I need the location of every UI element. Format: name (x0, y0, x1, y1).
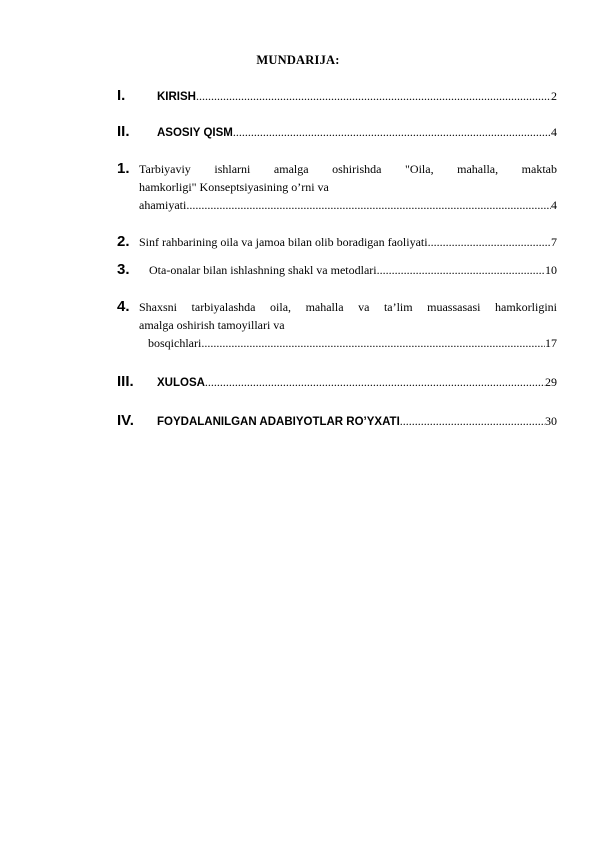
toc-number: 2. (117, 233, 130, 250)
toc-page-number: 2 (551, 89, 557, 103)
toc-entry-ota-onalar[interactable] (117, 262, 557, 278)
toc-label-line-1: Tarbiyaviy ishlarni amalga oshirishda "Oila, mahalla, maktab (139, 162, 557, 176)
toc-number: II. (117, 123, 130, 140)
dot-leader (201, 334, 545, 352)
dot-leader (196, 88, 551, 104)
dot-leader (377, 262, 545, 278)
toc-page-number: 4 (551, 198, 557, 212)
toc-page-number: 4 (551, 125, 557, 139)
toc-page-number: 7 (551, 235, 557, 249)
toc-label: FOYDALANILGAN ADABIYOTLAR RO’YXATI (157, 416, 400, 428)
toc-number: 3. (117, 261, 130, 278)
dot-leader (186, 196, 551, 214)
dot-leader (428, 234, 551, 250)
toc-number: 4. (117, 298, 130, 315)
toc-number: IV. (117, 412, 134, 429)
toc-label-line-3: bosqichlari (148, 336, 202, 350)
toc-entry-kirish[interactable] (117, 88, 557, 105)
toc-label-line-1: Shaxsni tarbiyalashda oila, mahalla va ta’lim muassasasi hamkorligini (139, 300, 557, 314)
dot-leader (205, 374, 545, 390)
toc-label: Ota-onalar bilan ishlashning shakl va metodlari (149, 263, 377, 277)
toc-entry-sinf-rahbari[interactable] (117, 234, 557, 250)
toc-label: ASOSIY QISM (157, 127, 233, 139)
toc-entry-tamoyillar[interactable] (117, 298, 557, 352)
toc-label: Sinf rahbarining oila va jamoa bilan olib boradigan faoliyati (139, 235, 428, 249)
toc-entry-adabiyotlar[interactable] (117, 413, 557, 430)
dot-leader (400, 413, 545, 429)
toc-label-line-3: ahamiyati (139, 198, 187, 212)
toc-label: XULOSA (157, 377, 205, 389)
toc-label-line-2: amalga oshirish tamoyillari va (139, 318, 285, 332)
toc-page-number: 29 (545, 375, 557, 389)
toc-entry-konseptsiya[interactable] (117, 160, 557, 214)
dot-leader (233, 124, 551, 140)
toc-page-number: 10 (545, 263, 557, 277)
toc-page-number: 17 (545, 336, 557, 350)
page-title: MUNDARIJA: (256, 53, 340, 67)
toc-label: KIRISH (157, 91, 196, 103)
toc-page-number: 30 (545, 414, 557, 428)
toc-entry-xulosa[interactable] (117, 374, 557, 391)
toc-number: 1. (117, 160, 130, 177)
toc-number: I. (117, 87, 126, 104)
toc-number: III. (117, 373, 134, 390)
toc-entry-asosiy-qism[interactable] (117, 124, 557, 141)
toc-label-line-2: hamkorligi" Konseptsiyasining o’rni va (139, 180, 329, 194)
